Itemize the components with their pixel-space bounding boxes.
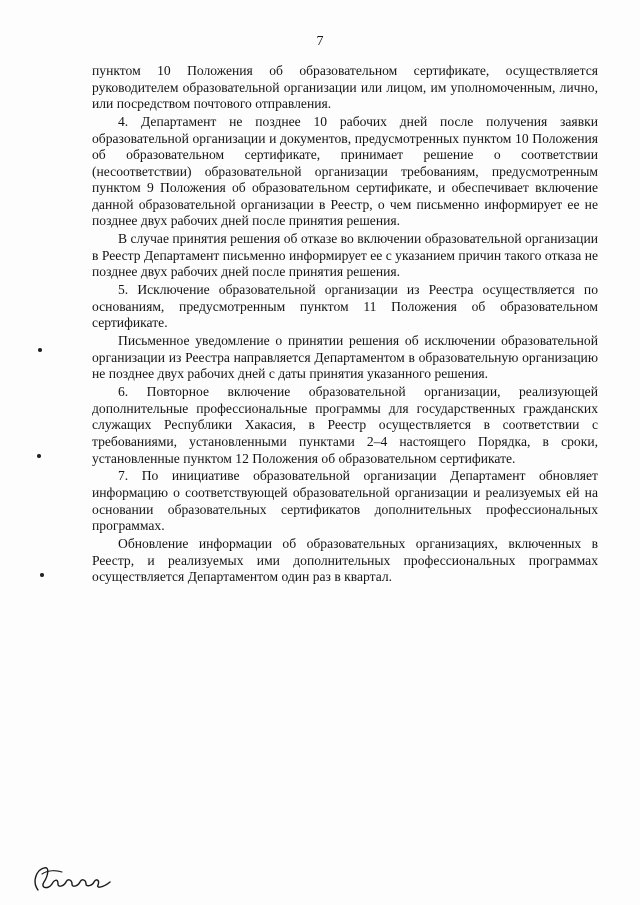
paragraph-continuation: пунктом 10 Положения об образовательном сертификате, осуществляется руководителем образовательной организации или лицом, им уполномоченным, лично, или посредством почтового отправления. <box>92 63 598 112</box>
binding-hole-mark <box>37 454 41 458</box>
paragraph-item-6: 6. Повторное включение образовательной организации, реализующей дополнительные профессиональные программы для государственных гражданских служащих Республики Хакасия, в Реестр осуществляется в соответствии с требованиями, установленными пунктами 2–4 настоящего Порядка, в сроки, установленные пунктом 12 Положения об образовательном сертификате. <box>92 384 598 466</box>
binding-hole-mark <box>38 348 42 352</box>
document-body <box>92 63 598 587</box>
paragraph-item-5: 5. Исключение образовательной организации из Реестра осуществляется по основаниям, предусмотренным пунктом 11 Положения об образовательном сертификате. <box>92 282 598 331</box>
binding-hole-mark <box>40 573 44 577</box>
paragraph-exclusion-notice: Письменное уведомление о принятии решения об исключении образовательной организации из Реестра направляется Департаментом в образовательную организацию не позднее двух рабочих дней с даты принятия указанного решения. <box>92 333 598 382</box>
paragraph-update: Обновление информации об образовательных организациях, включенных в Реестр, и реализуемых ими дополнительных профессиональных программах осуществляется Департаментом один раз в квартал. <box>92 536 598 585</box>
handwritten-signature <box>28 860 118 896</box>
paragraph-refusal: В случае принятия решения об отказе во включении образовательной организации в Реестр Департамент письменно информирует ее с указанием причин такого отказа не позднее двух рабочих дней после принятия решения. <box>92 231 598 280</box>
paragraph-item-4: 4. Департамент не позднее 10 рабочих дней после получения заявки образовательной организации и документов, предусмотренных пунктом 10 Положения об образовательном сертификате, принимает решение о соответствии (несоответствии) образовательной организации требованиям, предусмотренным пунктом 9 Положения об образовательном сертификате, и обеспечивает включение данной образовательной организации в Реестр, о чем письменно информирует ее не позднее двух рабочих дней после принятия решения. <box>92 114 598 229</box>
paragraph-item-7: 7. По инициативе образовательной организации Департамент обновляет информацию о соответствующей образовательной организации и реализуемых ей на основании образовательных сертификатов дополнительных профессиональных программах. <box>92 468 598 534</box>
page-number: 7 <box>316 34 324 49</box>
